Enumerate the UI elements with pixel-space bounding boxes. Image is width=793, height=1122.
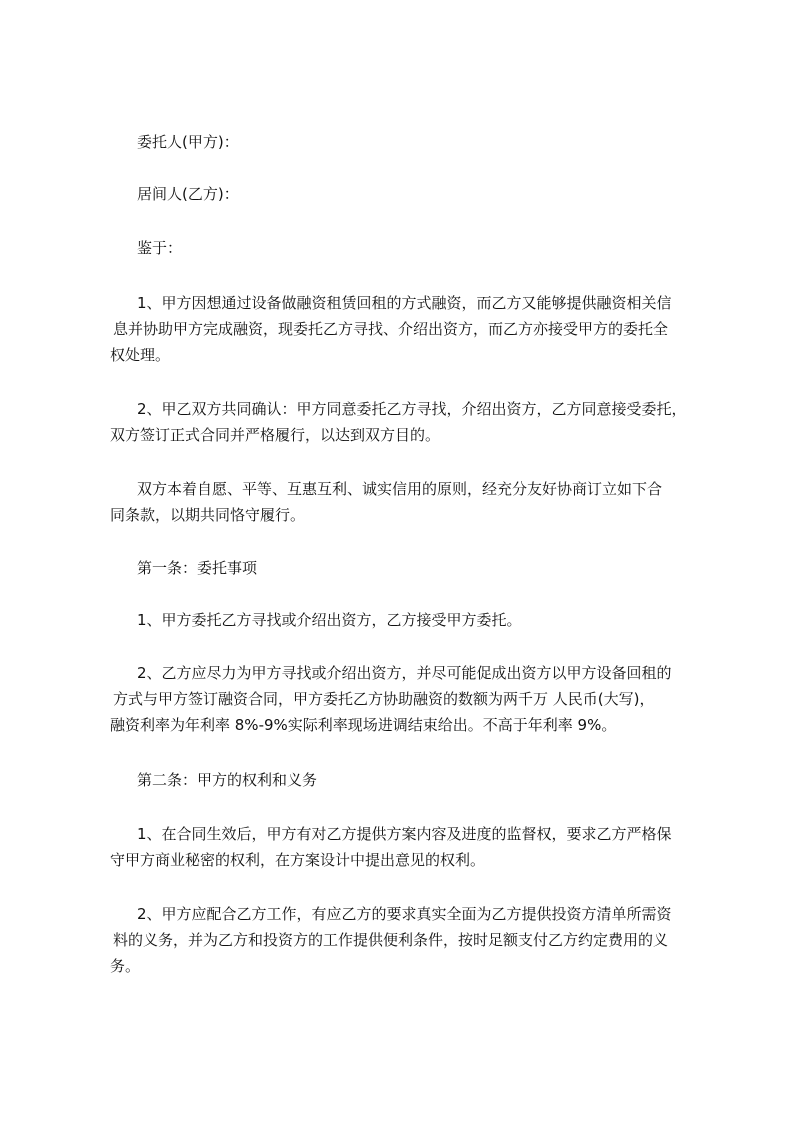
whereas-line: 鉴于： — [137, 239, 183, 257]
intermediary-line: 居间人(乙方)： — [137, 185, 239, 203]
article-2-item-2-line-3: 务。 — [110, 957, 141, 975]
article-2-item-1-line-2: 守甲方商业秘密的权利，在方案设计中提出意见的权利。 — [110, 851, 486, 869]
article-2-heading: 第二条：甲方的权利和义务 — [137, 771, 318, 789]
article-2-item-1 — [0, 821, 672, 873]
principal-line: 委托人(甲方)： — [137, 133, 239, 151]
article-2-item-2 — [0, 901, 672, 979]
recital-1 — [0, 290, 672, 368]
article-2-item-2-line-2: 料的义务，并为乙方和投资方的工作提供便利条件，按时足额支付乙方约定费用的义 — [113, 931, 669, 949]
recital-2-line-2: 双方签订正式合同并严格履行，以达到双方目的。 — [110, 426, 441, 444]
article-1-heading: 第一条：委托事项 — [137, 559, 258, 577]
article-2-item-1-line-1: 1、在合同生效后，甲方有对乙方提供方案内容及进度的监督权，要求乙方严格保 — [137, 825, 672, 843]
article-1-item-2 — [0, 660, 672, 738]
recital-3 — [0, 476, 662, 528]
recital-1-line-1: 1、甲方因想通过设备做融资租赁回租的方式融资，而乙方又能够提供融资相关信 — [137, 294, 672, 312]
article-1-item-1-line-1: 1、甲方委托乙方寻找或介绍出资方，乙方接受甲方委托。 — [137, 611, 522, 629]
recital-3-line-1: 双方本着自愿、平等、互惠互利、诚实信用的原则，经充分友好协商订立如下合 — [137, 480, 663, 498]
recital-1-line-2: 息并协助甲方完成融资，现委托乙方寻找、介绍出资方，而乙方亦接受甲方的委托全 — [113, 320, 669, 338]
recital-2 — [0, 396, 687, 448]
recital-3-line-2: 同条款，以期共同恪守履行。 — [110, 506, 306, 524]
article-1-item-2-line-1: 2、乙方应尽力为甲方寻找或介绍出资方，并尽可能促成出资方以甲方设备回租的 — [137, 664, 672, 682]
article-1-item-2-line-2: 方式与甲方签订融资合同，甲方委托乙方协助融资的数额为两千万 人民币(大写)， — [113, 690, 655, 708]
recital-2-line-1: 2、甲乙双方共同确认：甲方同意委托乙方寻找，介绍出资方，乙方同意接受委托， — [137, 400, 687, 418]
article-1-item-1 — [0, 607, 522, 633]
article-2-item-2-line-1: 2、甲方应配合乙方工作，有应乙方的要求真实全面为乙方提供投资方清单所需资 — [137, 905, 672, 923]
recital-1-line-3: 权处理。 — [110, 346, 171, 364]
article-1-item-2-line-3: 融资利率为年利率 8%-9%实际利率现场进调结束给出。不高于年利率 9%。 — [110, 716, 617, 734]
